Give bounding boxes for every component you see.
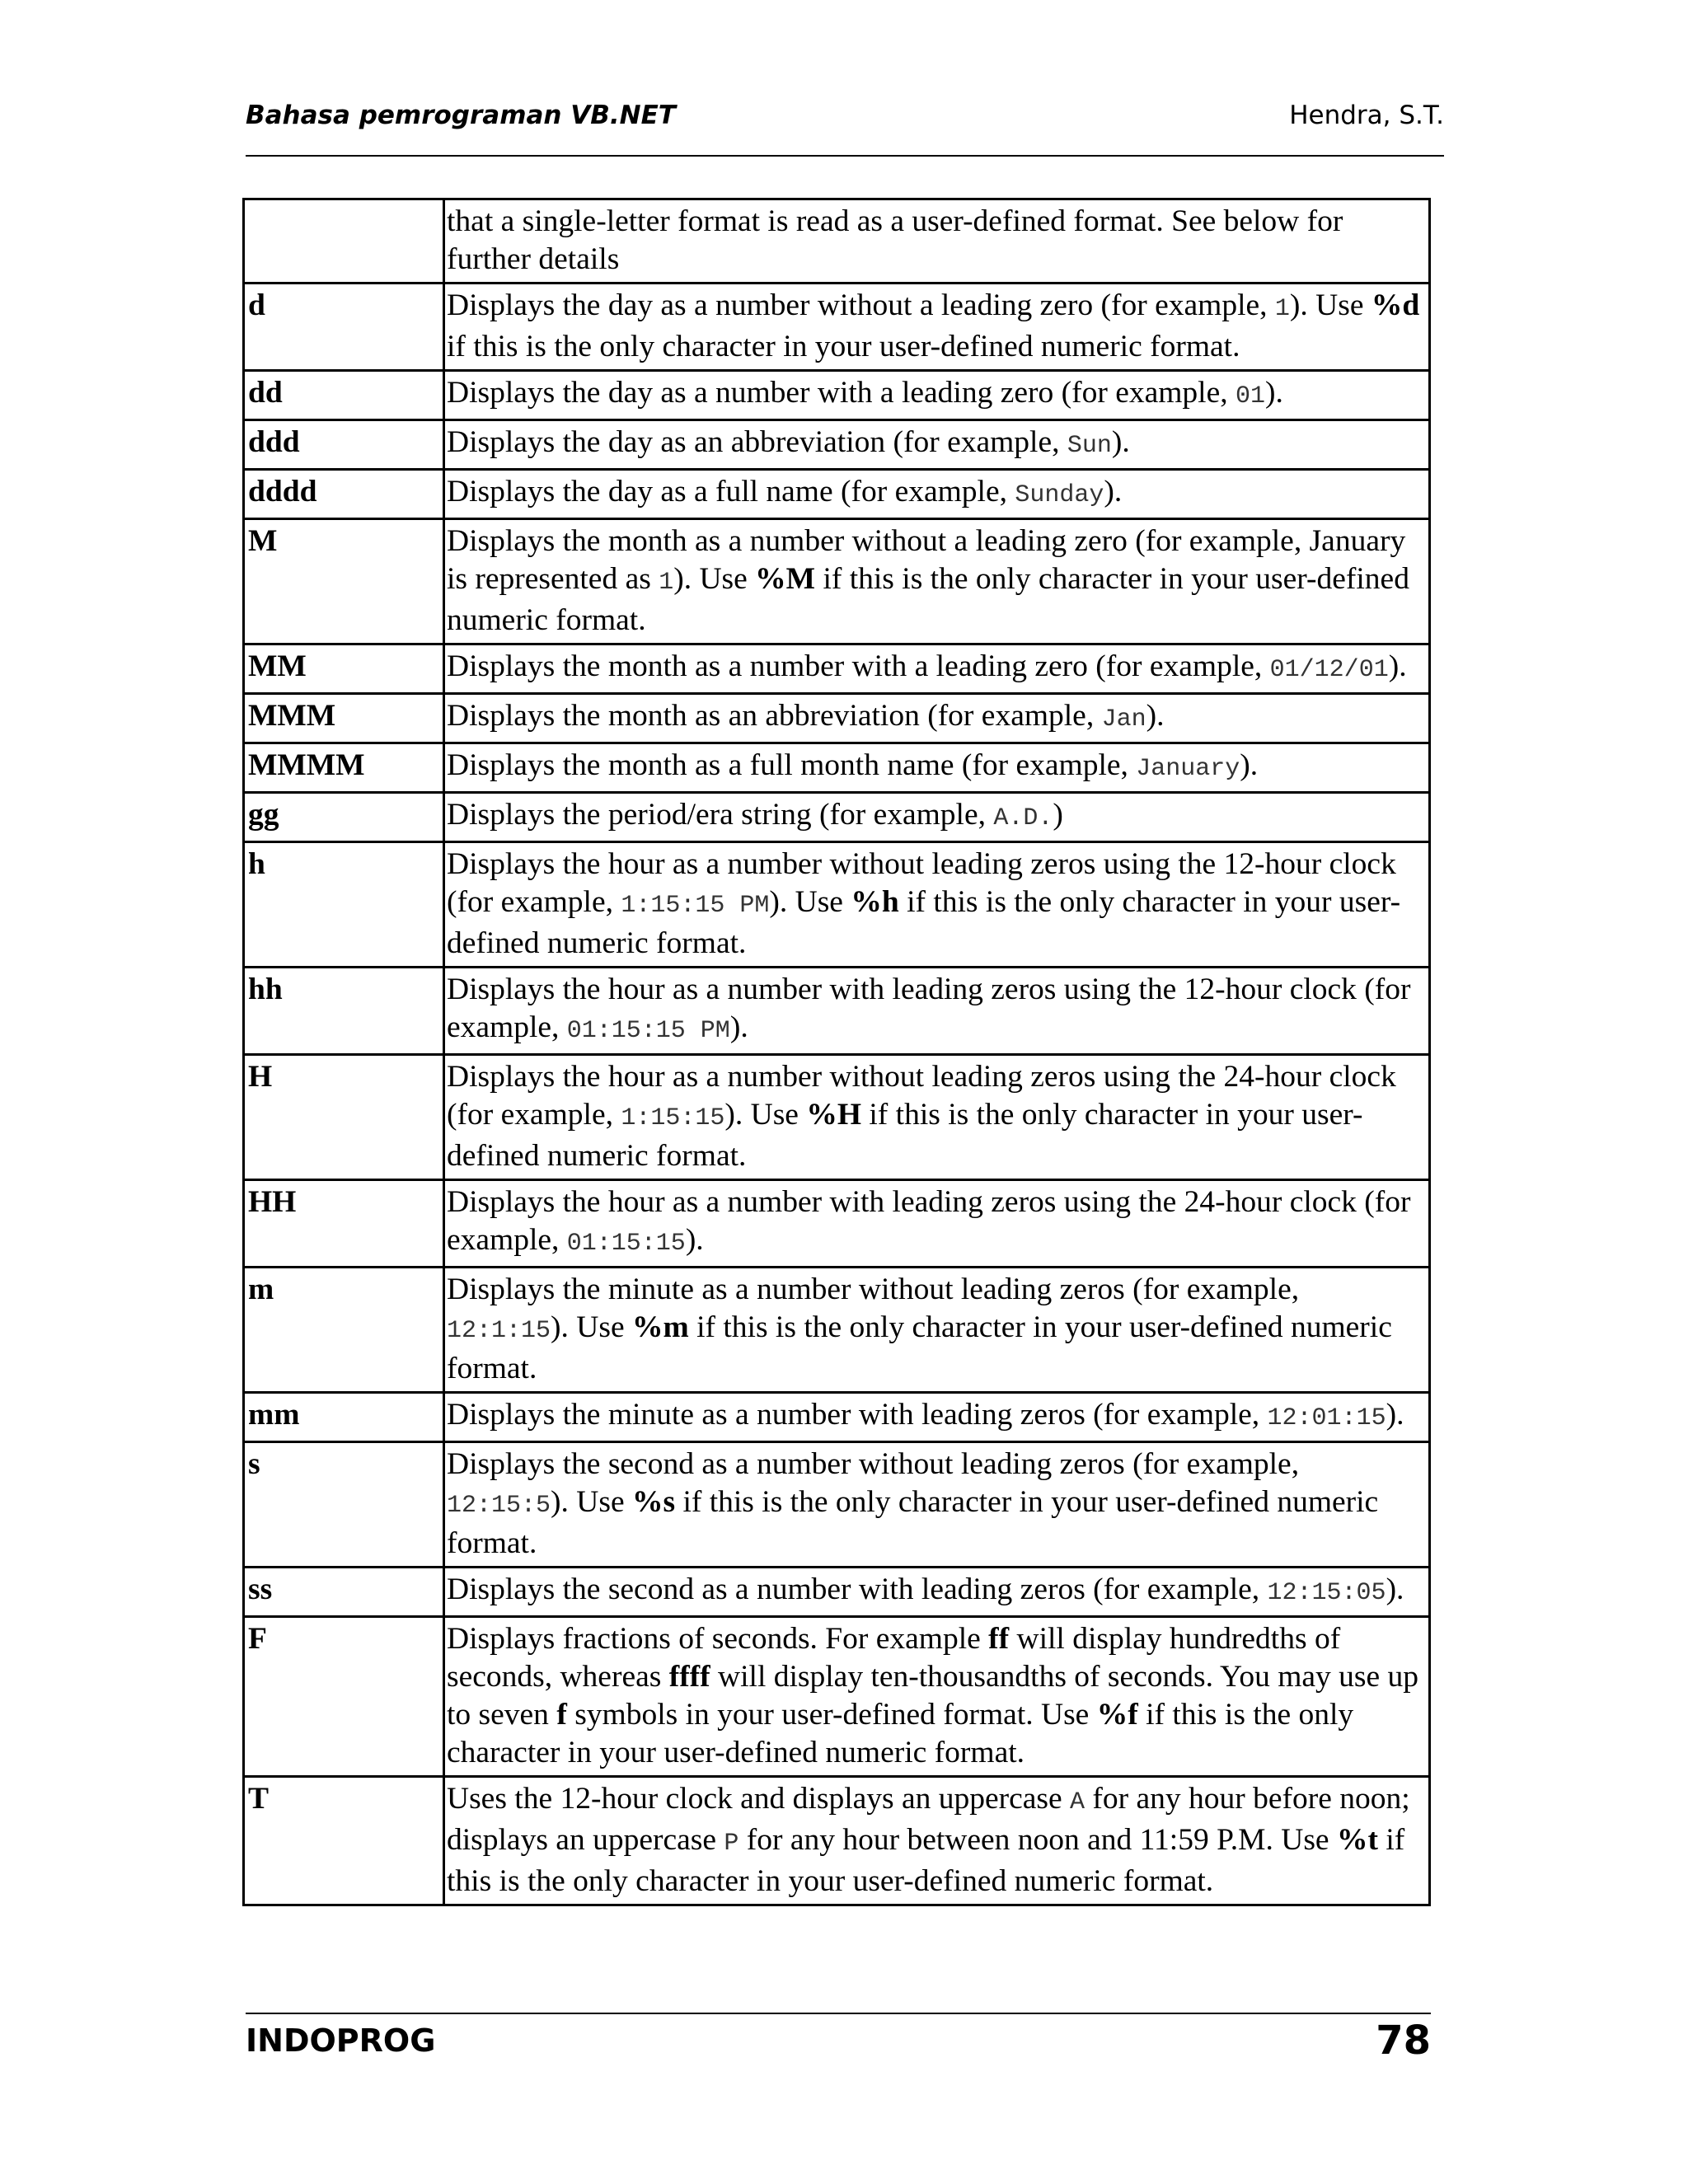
table-row — [244, 1268, 1430, 1393]
example-value: Jan — [1101, 705, 1146, 733]
example-value: 12:1:15 — [447, 1317, 551, 1345]
example-value: 01/12/01 — [1269, 656, 1389, 684]
header-divider — [246, 155, 1444, 157]
table-row — [244, 1055, 1430, 1180]
format-code — [244, 199, 444, 284]
format-specifier: ffff — [668, 1660, 710, 1694]
description-text: Displays the hour as a number with leading zeros using the 24-hour clock (for example, — [447, 1185, 1411, 1257]
format-specifier: %s — [631, 1485, 676, 1519]
table-row — [244, 968, 1430, 1055]
description-text: for any hour before noon; displays an uppercase — [447, 1782, 1410, 1857]
description-text: ). Use — [551, 1310, 632, 1344]
description-text: Displays the day as a full name (for example, — [447, 475, 1015, 509]
format-description — [444, 842, 1430, 968]
format-code: h — [244, 842, 444, 968]
example-value: 1 — [659, 569, 674, 597]
example-value: 12:01:15 — [1267, 1404, 1386, 1432]
format-description — [444, 1180, 1430, 1268]
format-description — [444, 420, 1430, 470]
format-description — [444, 793, 1430, 842]
format-code: ddd — [244, 420, 444, 470]
format-code: m — [244, 1268, 444, 1393]
example-value: 01:15:15 — [566, 1230, 686, 1258]
description-text: ). Use — [1289, 288, 1372, 322]
table-row — [244, 420, 1430, 470]
format-code: MM — [244, 644, 444, 694]
table-row — [244, 644, 1430, 694]
description-text: Displays the month as an abbreviation (for example, — [447, 699, 1102, 733]
description-text: if this is the only character in your user-defined numeric format. — [447, 1310, 1392, 1385]
format-code: M — [244, 519, 444, 644]
description-text: Displays the day as a number without a leading zero (for example, — [447, 288, 1275, 322]
example-value: 01:15:15 PM — [566, 1017, 730, 1045]
format-description — [444, 694, 1430, 743]
format-description — [444, 1268, 1430, 1393]
description-text: will display ten-thousandths of seconds. You may use up to seven — [447, 1660, 1418, 1732]
description-text: if this is the only character in your user-defined numeric format. — [447, 885, 1401, 960]
description-text: Displays the day as an abbreviation (for example, — [447, 425, 1067, 459]
format-description — [444, 199, 1430, 284]
description-text: Displays the hour as a number with leading zeros using the 12-hour clock (for example, — [447, 972, 1411, 1044]
description-text: if this is the only character in your user-defined numeric format. — [447, 562, 1409, 637]
format-code: hh — [244, 968, 444, 1055]
example-value: 12:15:05 — [1267, 1579, 1386, 1607]
description-text: ). — [1388, 649, 1407, 683]
description-text: ). Use — [673, 562, 756, 596]
format-specifier: %M — [755, 562, 816, 596]
format-specifier: ff — [988, 1622, 1010, 1656]
format-code: dd — [244, 371, 444, 420]
description-text: ). — [1104, 475, 1123, 509]
table-row — [244, 743, 1430, 793]
format-description — [444, 1393, 1430, 1442]
format-table — [242, 198, 1431, 1906]
example-value: 1:15:15 — [621, 1104, 725, 1132]
description-text: ). — [1264, 376, 1283, 410]
table-row — [244, 694, 1430, 743]
table-row — [244, 1568, 1430, 1617]
format-table-body — [244, 199, 1430, 1905]
example-value: January — [1136, 755, 1240, 783]
format-code: MMM — [244, 694, 444, 743]
page-number: 78 — [1376, 2018, 1431, 2064]
description-text: for any hour between noon and 11:59 P.M. Use — [738, 1823, 1337, 1857]
example-value: 12:15:5 — [447, 1492, 551, 1520]
format-specifier: f — [556, 1698, 567, 1732]
description-text: Displays the hour as a number without leading zeros using the 24-hour clock (for example, — [447, 1060, 1396, 1132]
description-text: Displays the period/era string (for example, — [447, 798, 994, 832]
format-specifier: %h — [851, 885, 899, 919]
table-row — [244, 1393, 1430, 1442]
description-text: ). Use — [551, 1485, 632, 1519]
description-text: ). — [1386, 1398, 1404, 1432]
format-description — [444, 1568, 1430, 1617]
table-row — [244, 519, 1430, 644]
description-text: Displays the hour as a number without leading zeros using the 12-hour clock (for example, — [447, 847, 1396, 919]
description-text: Displays the day as a number with a leading zero (for example, — [447, 376, 1236, 410]
description-text: if this is the only character in your user-defined numeric format. — [447, 1098, 1363, 1173]
description-text: ). Use — [724, 1098, 807, 1132]
format-code: H — [244, 1055, 444, 1180]
description-text: ). — [1386, 1572, 1404, 1606]
format-specifier: %f — [1096, 1698, 1138, 1732]
format-specifier: %d — [1371, 288, 1420, 322]
format-code: HH — [244, 1180, 444, 1268]
description-text: if this is the only character in your user-defined numeric format. — [447, 330, 1240, 363]
table-row — [244, 1617, 1430, 1777]
page-footer — [246, 2018, 1431, 2067]
format-specifier: %m — [631, 1310, 689, 1344]
example-value: Sun — [1067, 432, 1112, 460]
description-text: ) — [1053, 798, 1063, 832]
description-text: symbols in your user-defined format. Use — [566, 1698, 1097, 1732]
format-code: dddd — [244, 470, 444, 519]
format-description — [444, 968, 1430, 1055]
table-row — [244, 470, 1430, 519]
format-description — [444, 519, 1430, 644]
format-code: MMMM — [244, 743, 444, 793]
description-text: Displays the month as a full month name (for example, — [447, 748, 1137, 782]
format-description — [444, 1055, 1430, 1180]
description-text: ). — [729, 1010, 748, 1044]
description-text: ). — [1146, 699, 1165, 733]
table-row — [244, 1777, 1430, 1905]
table-row — [244, 371, 1430, 420]
description-text: will display hundredths of seconds, whereas — [447, 1622, 1341, 1694]
description-text: if this is the only character in your user-defined numeric format. — [447, 1698, 1354, 1769]
format-description — [444, 1777, 1430, 1905]
format-code: F — [244, 1617, 444, 1777]
table-row — [244, 284, 1430, 371]
format-description — [444, 470, 1430, 519]
example-value: P — [724, 1830, 739, 1858]
example-value: A — [1070, 1788, 1085, 1816]
description-text: that a single-letter format is read as a user-defined format. See below for further details — [447, 204, 1343, 276]
format-description — [444, 1442, 1430, 1568]
description-text: Displays fractions of seconds. For example — [447, 1622, 989, 1656]
page-header — [246, 97, 1444, 147]
example-value: 1 — [1274, 295, 1290, 323]
description-text: Displays the second as a number with leading zeros (for example, — [447, 1572, 1268, 1606]
format-description — [444, 1617, 1430, 1777]
format-code: d — [244, 284, 444, 371]
table-row — [244, 199, 1430, 284]
description-text: ). — [1111, 425, 1130, 459]
footer-divider — [246, 2013, 1431, 2014]
format-description — [444, 644, 1430, 694]
format-code: T — [244, 1777, 444, 1905]
format-code: s — [244, 1442, 444, 1568]
description-text: Uses the 12-hour clock and displays an uppercase — [447, 1782, 1071, 1816]
format-code: ss — [244, 1568, 444, 1617]
format-description — [444, 284, 1430, 371]
description-text: ). — [685, 1223, 704, 1257]
format-description — [444, 743, 1430, 793]
table-row — [244, 793, 1430, 842]
description-text: if this is the only character in your user-defined numeric format. — [447, 1485, 1379, 1560]
table-row — [244, 1442, 1430, 1568]
description-text: ). Use — [769, 885, 851, 919]
example-value: Sunday — [1015, 481, 1104, 509]
description-text: Displays the minute as a number without leading zeros (for example, — [447, 1272, 1300, 1306]
description-text: Displays the second as a number without leading zeros (for example, — [447, 1447, 1300, 1481]
description-text: if this is the only character in your user-defined numeric format. — [447, 1823, 1405, 1898]
description-text: ). — [1240, 748, 1259, 782]
description-text: Displays the month as a number with a leading zero (for example, — [447, 649, 1270, 683]
book-title: Bahasa pemrograman VB.NET — [246, 101, 676, 130]
author-name: Hendra, S.T. — [1289, 101, 1444, 130]
example-value: 01 — [1235, 382, 1265, 410]
format-specifier: %H — [806, 1098, 861, 1132]
publisher-name: INDOPROG — [246, 2022, 436, 2059]
format-specifier: %t — [1336, 1823, 1378, 1857]
table-row — [244, 1180, 1430, 1268]
table-row — [244, 842, 1430, 968]
example-value: 1:15:15 PM — [621, 892, 770, 920]
description-text: Displays the minute as a number with leading zeros (for example, — [447, 1398, 1268, 1432]
format-code: mm — [244, 1393, 444, 1442]
format-code: gg — [244, 793, 444, 842]
example-value: A.D. — [993, 804, 1053, 832]
description-text: Displays the month as a number without a leading zero (for example, January is represented as — [447, 524, 1406, 596]
format-description — [444, 371, 1430, 420]
